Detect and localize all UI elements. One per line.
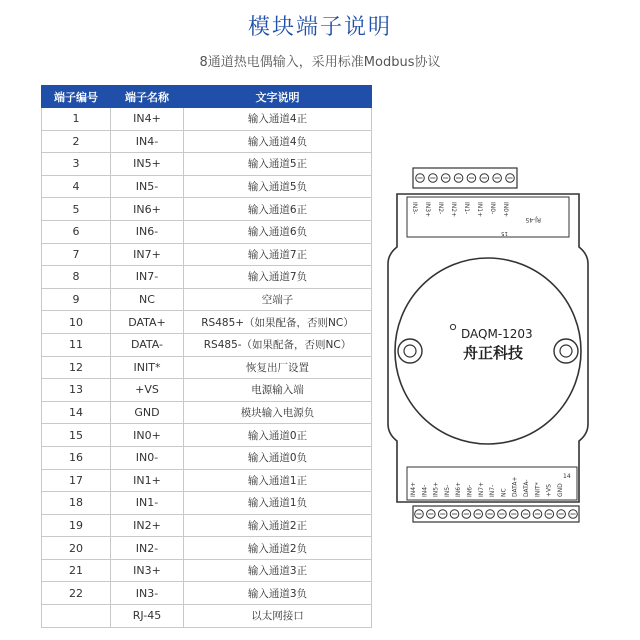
description-cell: 输入通道7负 — [184, 266, 372, 289]
terminal-label: IN5- — [443, 484, 451, 497]
terminal-name-cell: IN6- — [111, 220, 184, 243]
terminal-label: DATA+ — [511, 476, 519, 497]
terminal-name-cell: IN3- — [111, 582, 184, 605]
terminal-name-cell: IN4- — [111, 130, 184, 153]
terminal-number-cell: 2 — [42, 130, 111, 153]
terminal-label: IN2- — [437, 202, 444, 215]
terminal-name-cell: IN1+ — [111, 469, 184, 492]
table-row — [42, 198, 372, 221]
terminal-label: NC — [500, 488, 508, 497]
description-cell: 模块输入电源负 — [184, 401, 372, 424]
terminal-label: IN6+ — [455, 481, 463, 497]
table-row — [42, 446, 372, 469]
terminal-name-cell: IN2- — [111, 537, 184, 560]
table-row — [42, 492, 372, 515]
terminal-name-cell: IN4+ — [111, 108, 184, 131]
terminal-number-cell: 20 — [42, 537, 111, 560]
terminal-label: IN5+ — [432, 481, 440, 497]
terminal-label: DATA- — [523, 479, 530, 497]
terminal-number-cell: 18 — [42, 492, 111, 515]
description-cell: 输入通道6负 — [184, 220, 372, 243]
table-row — [42, 311, 372, 334]
description-cell: 输入通道4负 — [184, 130, 372, 153]
rj45-label: RJ-45 — [525, 216, 541, 223]
device-model: DAQM-1203 — [461, 327, 533, 341]
description-cell: 输入通道0正 — [184, 424, 372, 447]
description-cell: 电源输入端 — [184, 379, 372, 402]
terminal-number-cell: 10 — [42, 311, 111, 334]
description-cell: RS485-（如果配备，否则NC） — [184, 333, 372, 356]
terminal-number-cell: 3 — [42, 153, 111, 176]
table-row — [42, 153, 372, 176]
terminal-name-cell: IN7+ — [111, 243, 184, 266]
terminal-name-cell: GND — [111, 401, 184, 424]
terminal-name-cell: NC — [111, 288, 184, 311]
description-cell: 输入通道7正 — [184, 243, 372, 266]
terminal-label: IN1+ — [476, 202, 483, 218]
terminal-name-cell: RJ-45 — [111, 605, 184, 628]
terminal-label: GND — [556, 483, 564, 497]
column-header: 端子名称 — [111, 86, 184, 108]
terminal-name-cell: IN2+ — [111, 514, 184, 537]
description-cell: 以太网接口 — [184, 605, 372, 628]
description-cell: 输入通道3正 — [184, 559, 372, 582]
terminal-label: IN4- — [421, 484, 429, 497]
table-row — [42, 333, 372, 356]
terminal-name-cell: IN1- — [111, 492, 184, 515]
column-header: 端子编号 — [42, 86, 111, 108]
table-row — [42, 356, 372, 379]
terminal-name-cell: IN5- — [111, 175, 184, 198]
table-row — [42, 401, 372, 424]
terminal-number-cell: 7 — [42, 243, 111, 266]
terminal-label: IN7+ — [477, 481, 485, 497]
table-row — [42, 175, 372, 198]
terminal-label: IN3- — [411, 202, 418, 215]
table-row — [42, 469, 372, 492]
terminal-label: IN2+ — [450, 202, 457, 218]
page-title: 模块端子说明 — [247, 15, 392, 40]
description-cell: 输入通道4正 — [184, 108, 372, 131]
terminal-label: IN4+ — [410, 481, 417, 497]
terminal-name-cell: +VS — [111, 379, 184, 402]
terminal-label: IN0- — [489, 202, 496, 215]
terminal-label: IN7- — [489, 484, 497, 497]
terminal-number-cell: 13 — [42, 379, 111, 402]
terminal-name-cell: IN3+ — [111, 559, 184, 582]
status-led — [450, 324, 455, 329]
terminal-number-cell: 11 — [42, 333, 111, 356]
terminal-name-cell: IN5+ — [111, 153, 184, 176]
description-cell: 输入通道1负 — [184, 492, 372, 515]
table-row — [42, 537, 372, 560]
terminal-number-cell: 16 — [42, 446, 111, 469]
terminal-number-cell: 21 — [42, 559, 111, 582]
terminal-label: +VS — [545, 484, 553, 497]
terminal-number-cell — [42, 605, 111, 628]
table-row — [42, 220, 372, 243]
terminal-name-cell: IN7- — [111, 266, 184, 289]
terminal-name-cell: IN0- — [111, 446, 184, 469]
description-cell: 输入通道2负 — [184, 537, 372, 560]
terminal-name-cell: DATA- — [111, 333, 184, 356]
description-cell: RS485+（如果配备，否则NC） — [184, 311, 372, 334]
terminal-number-cell: 15 — [42, 424, 111, 447]
terminal-number-cell: 6 — [42, 220, 111, 243]
table-row — [42, 514, 372, 537]
table-row — [42, 108, 372, 131]
table-row — [42, 130, 372, 153]
description-cell: 输入通道3负 — [184, 582, 372, 605]
page-subtitle: 8通道热电偶输入，采用标准Modbus协议 — [199, 55, 441, 70]
top-pin-number: 15 — [501, 230, 508, 236]
terminal-table — [41, 85, 372, 628]
column-header: 文字说明 — [184, 86, 372, 108]
description-cell: 输入通道5负 — [184, 175, 372, 198]
terminal-name-cell: IN6+ — [111, 198, 184, 221]
terminal-name-cell: INIT* — [111, 356, 184, 379]
description-cell: 输入通道2正 — [184, 514, 372, 537]
terminal-number-cell: 9 — [42, 288, 111, 311]
table-row — [42, 605, 372, 628]
terminal-label: IN3+ — [424, 202, 431, 218]
description-cell: 恢复出厂设置 — [184, 356, 372, 379]
terminal-number-cell: 5 — [42, 198, 111, 221]
terminal-number-cell: 19 — [42, 514, 111, 537]
terminal-label: IN1- — [463, 202, 470, 215]
terminal-number-cell: 14 — [42, 401, 111, 424]
table-row — [42, 424, 372, 447]
table-row — [42, 379, 372, 402]
terminal-number-cell: 12 — [42, 356, 111, 379]
device-brand: 舟正科技 — [463, 344, 524, 362]
terminal-number-cell: 17 — [42, 469, 111, 492]
terminal-label: IN0+ — [502, 202, 509, 218]
table-row — [42, 243, 372, 266]
table-row — [42, 582, 372, 605]
description-cell: 输入通道5正 — [184, 153, 372, 176]
table-row — [42, 288, 372, 311]
table-row — [42, 266, 372, 289]
table-header-row — [42, 86, 372, 108]
description-cell: 输入通道1正 — [184, 469, 372, 492]
terminal-name-cell: DATA+ — [111, 311, 184, 334]
table-row — [42, 559, 372, 582]
bottom-pin-number: 14 — [563, 473, 571, 480]
terminal-number-cell: 8 — [42, 266, 111, 289]
terminal-number-cell: 4 — [42, 175, 111, 198]
description-cell: 空端子 — [184, 288, 372, 311]
terminal-number-cell: 22 — [42, 582, 111, 605]
terminal-label: INIT* — [534, 482, 542, 497]
device-illustration — [383, 164, 591, 526]
terminal-name-cell: IN0+ — [111, 424, 184, 447]
description-cell: 输入通道0负 — [184, 446, 372, 469]
terminal-label: IN6- — [466, 484, 474, 497]
description-cell: 输入通道6正 — [184, 198, 372, 221]
terminal-number-cell: 1 — [42, 108, 111, 131]
